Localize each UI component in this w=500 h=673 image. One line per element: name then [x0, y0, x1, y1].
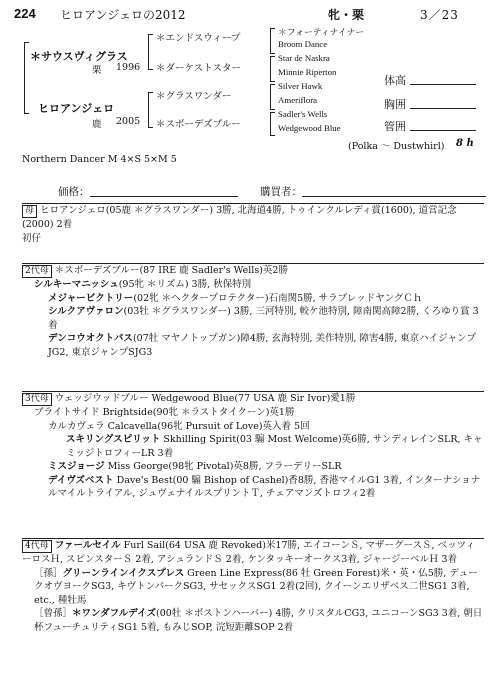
- list-item: ［孫］グリーンラインイクスプレス Green Line Express(86 牡 Green Forest)米・英・仏5勝, デュークオヴヨークSG3, キヴトンパークSG3, サセックスSG1 2着(2回), クイーンエリザベス二世SG1 3着, etc., 種牡馬: [34, 567, 478, 606]
- list-item: スキリングスピリット Skhilling Spirit(03 騸 Most Welcome)英6勝, サンディレインSLR, キャミッジトロフィーLR 3着: [66, 434, 483, 459]
- price-field[interactable]: [90, 196, 238, 197]
- third-dam-tag: 3代母: [22, 393, 52, 406]
- third-dam-section: [22, 392, 484, 501]
- list-item: シルキーマニッシュ(95牝 ＊リズム) 3勝, 秋保特別: [34, 279, 252, 290]
- dam-name: ヒロアンジェロ: [38, 102, 115, 115]
- pedigree-bracket-g2c: [270, 84, 275, 110]
- sire-name: ＊サウスヴィグラス: [30, 50, 128, 63]
- g3-7: Sadler's Wells: [278, 109, 328, 119]
- dam-color: 鹿: [92, 119, 102, 130]
- second-dam-head: ＊スボーデズブルー(87 IRE 鹿 Sadler's Wells)英2勝: [54, 265, 288, 276]
- dam-dam: ＊スボーデズブルー: [156, 119, 241, 130]
- fourth-dam-section: 4代母 ファールセイル Furl Sail(64 USA 鹿 Revoked)米17勝, エイコーンＳ, マザーグースＳ, ベッツィーロスＨ, スピンスターＳ 2着, アシュランドＳ 2着, ケンタッキーオークス3着, ジャージーベルＨ 3着 ［孫］グリーンラインイクスプレス Green Line Express(86 牡 Green Forest)米・英・仏5勝, デュークオヴヨークSG3, キヴトンパークSG3, サセックスSG1 2着(2回), クイーンエリザベス二世SG1 3着, etc., 種牡馬 ［曾孫］＊ワンダフルデイズ(00牡 ＊ボストンハーバー) 4勝, クリスタルCG3, ユニコーンSG3 3着, 朝日杯フューチュリティSG1 5着, もみじSOP, 浣短距離SOP 2着: [22, 540, 483, 633]
- cannon-field[interactable]: [410, 130, 476, 131]
- family-line: (Polka ～ Dustwhirl): [348, 141, 445, 152]
- dam-tag: 母: [22, 205, 37, 218]
- list-item: メジャービクトリー(02牝 ＊ヘクタープロテクター)石南関5勝, サラブレッドヤングＣｈ: [48, 292, 423, 304]
- sire-color: 栗: [92, 65, 102, 76]
- pedigree-bracket-g2d: [270, 112, 275, 136]
- girth-label: 胸囲: [384, 98, 406, 111]
- dam-sire: ＊グラスワンダー: [156, 91, 232, 102]
- dam-section: [22, 204, 484, 245]
- girth-field[interactable]: [410, 108, 476, 109]
- horse-title: ヒロアンジェロの2012: [60, 8, 186, 22]
- g3-5: Silver Hawk: [278, 81, 323, 91]
- birth-date: 3／23: [420, 8, 459, 22]
- g3-3: Star de Naskra: [278, 53, 330, 63]
- fourth-dam-head: Furl Sail(64 USA 鹿 Revoked)米17勝, エイコーンＳ, マザーグースＳ, ベッツィーロスＨ, スピンスターＳ 2着, アシュランドＳ 2着, ケンタッキーオークス3着, ジャージーベルＨ 3着: [22, 540, 476, 565]
- sire-year: 1996: [116, 62, 141, 73]
- dam-note: 初仔: [22, 232, 42, 244]
- fourth-dam-tag: 4代母: [22, 540, 52, 553]
- height-field[interactable]: [410, 84, 476, 85]
- list-item: デンコウオクトパス(07牡 マヤノトップガン)障4勝, 玄海特別, 美作特別, 障害4勝, 東京ハイジャンプJG2, 東京ジャンプSJG3: [48, 333, 476, 358]
- buyer-field[interactable]: [302, 196, 486, 197]
- dam-year: 2005: [116, 116, 141, 127]
- list-item: ［曾孫］＊ワンダフルデイズ(00牡 ＊ボストンハーバー) 4勝, クリスタルCG3, ユニコーンSG3 3着, 朝日杯フューチュリティSG1 5着, もみじSOP, 浣短距離SOP 2着: [34, 608, 483, 633]
- list-item: デイヴズベスト Dave's Best(00 騸 Bishop of Cashel)香8勝, 香港マイルG1 3着, インターナショナルマイルトライアル, ジュヴェナイルスプリントＴ, チェアマンズトロフィ2着: [48, 474, 481, 499]
- pedigree-bracket-main: [24, 42, 29, 114]
- lot-number: 224: [14, 6, 36, 21]
- g3-8: Wedgewood Blue: [278, 123, 341, 133]
- sire-dam: ＊ダーケストスター: [156, 63, 242, 74]
- second-dam-tag: 2代母: [22, 265, 52, 278]
- pedigree-bracket-dam: [148, 92, 153, 128]
- index-mark: 8 h: [456, 138, 474, 149]
- price-label: 価格：: [58, 186, 90, 198]
- pedigree-bracket-g2b: [270, 56, 275, 82]
- g3-1: ＊フォーティナイナー: [278, 27, 365, 37]
- third-dam-head: ウェッジウッドブルー Wedgewood Blue(77 USA 鹿 Sir Ivor)愛1勝: [54, 393, 356, 404]
- sire-sire: ＊エンドスウィープ: [156, 33, 241, 44]
- buyer-label: 購買者：: [260, 186, 302, 198]
- second-dam-section: [22, 264, 484, 359]
- g3-6: Ameriflora: [278, 95, 318, 105]
- list-item: シルクアヴァロン(03牡 ＊グラスワンダー) 3勝, 三河特別, 較ケ池特別, 障南関高障2勝, くろゆり賞 3着: [48, 306, 479, 331]
- list-item: ミスジョージ Miss George(98牝 Pivotal)英8勝, フラーデリーSLR: [48, 461, 342, 472]
- inbreeding-note: Northern Dancer M 4×S 5×M 5: [22, 154, 177, 165]
- dam-record: ヒロアンジェロ(05鹿 ＊グラスワンダー) 3勝, 北海道4勝, トゥインクルレディ賞(1600), 道営記念(2000) 2着: [22, 205, 457, 230]
- height-label: 体高: [384, 74, 406, 87]
- g3-2: Broom Dance: [278, 39, 328, 49]
- g3-4: Minnie Riperton: [278, 67, 337, 77]
- sex-color: 牝・栗: [328, 8, 365, 22]
- list-item: ブライトサイド Brightside(90牝 ＊ラストタイクーン)英1勝: [34, 407, 295, 418]
- cannon-label: 管囲: [384, 120, 406, 133]
- pedigree-bracket-g2a: [270, 28, 275, 54]
- pedigree-bracket-sire: [148, 34, 153, 70]
- list-item: カルカヴェラ Calcavella(96牝 Pursuit of Love)英入着 5回: [48, 420, 310, 432]
